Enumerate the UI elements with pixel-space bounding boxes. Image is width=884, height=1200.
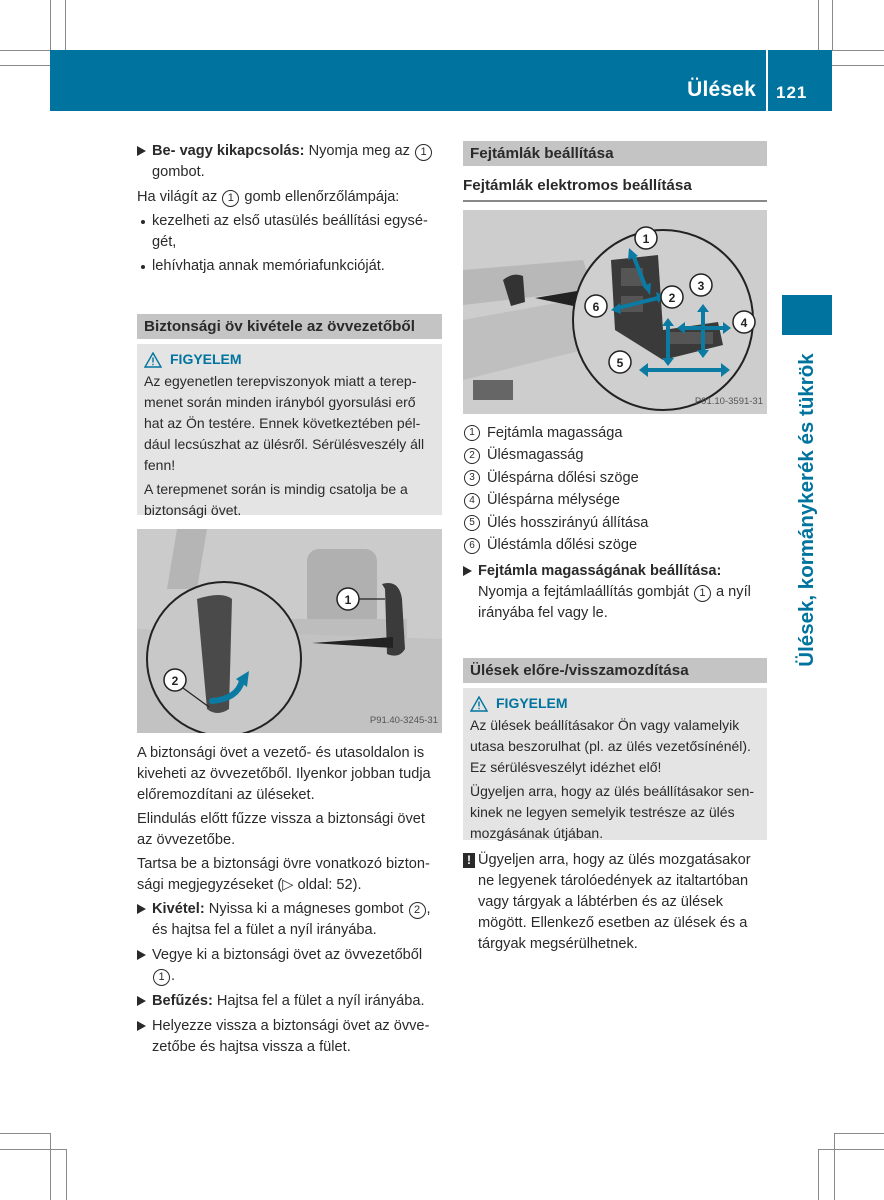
crop-mark: [0, 50, 50, 51]
instruction-step: [137, 141, 442, 183]
warning-text: Az egyenetlen terepviszonyok miatt a terepmenet során minden irányból gyorsulási erő hat az Ön testére. Ennek következtében például lecsúszhat az ülésről. Sérülésveszély áll fenn!: [144, 373, 425, 473]
callout-number: 1: [694, 585, 711, 602]
bullet-text: lehívhatja annak memóriafunkcióját.: [152, 258, 385, 274]
seat-controls-illustration: [463, 210, 767, 414]
legend-item: [463, 445, 767, 468]
step-label: Kivétel:: [152, 901, 205, 917]
paragraph-text: Ha világít az: [137, 189, 222, 205]
paragraph: [137, 187, 442, 208]
svg-text:6: 6: [592, 300, 600, 314]
callout-number: 1: [222, 190, 239, 207]
bullet-icon: [141, 220, 145, 224]
step-arrow-icon: [137, 1021, 146, 1031]
header-divider: [766, 50, 768, 111]
step-label: Be- vagy kikapcsolás:: [152, 143, 305, 159]
page-header: [50, 50, 832, 111]
svg-text:2: 2: [668, 291, 676, 305]
step-text: , és hajtsa fel a fület a nyíl irányába.: [152, 901, 431, 938]
section-heading: Biztonsági öv kivétele az övvezetőből: [137, 314, 442, 339]
svg-text:3: 3: [697, 279, 705, 293]
step-text: Nyomja meg az: [304, 143, 415, 159]
exclamation-icon: !: [463, 853, 475, 868]
crop-mark: [0, 1149, 66, 1150]
step-arrow-icon: [137, 950, 146, 960]
instruction-step: [137, 1016, 442, 1058]
callout-number: 1: [464, 425, 480, 441]
side-tab-marker: [782, 295, 832, 335]
legend-item: [463, 467, 767, 490]
warning-text: A terepmenet során is mindig csatolja be a biztonsági övet.: [144, 481, 408, 518]
warning-text: Az ülések beállításakor Ön vagy valamelyik utasa beszorulhat (pl. az ülés vezetősínénél). Ez sérülésveszélyt idézhet elő!: [470, 717, 751, 775]
step-text: Nyomja a fejtámlaállítás gombját: [478, 584, 693, 600]
instruction-step: [463, 561, 767, 624]
legend-item: [463, 490, 767, 513]
page-number: 121: [776, 83, 808, 102]
bullet-icon: [141, 265, 145, 269]
step-text: .: [171, 968, 176, 984]
instruction-step: [137, 991, 442, 1012]
warning-title-text: FIGYELEM: [170, 351, 242, 367]
svg-text:1: 1: [642, 232, 650, 246]
callout-number: 1: [415, 144, 432, 161]
step-text: Helyezze vissza a biztonsági övet az övvezetőbe és hajtsa vissza a fület.: [152, 1018, 430, 1055]
step-label: Fejtámla magasságának beállítása:: [478, 563, 722, 579]
left-column: [137, 141, 442, 1062]
crop-mark: [818, 1149, 819, 1200]
legend-item: [463, 535, 767, 558]
bullet-text: kezelheti az első utasülés beállítási egységét,: [152, 213, 428, 250]
crop-mark: [832, 0, 833, 50]
crop-mark: [0, 65, 50, 66]
crop-mark: [50, 1133, 51, 1200]
paragraph: Tartsa be a biztonsági övre vonatkozó biztonsági megjegyzéseket (▷ oldal: 52).: [137, 856, 430, 893]
legend-label: Ülésmagasság: [487, 447, 584, 464]
step-text: Vegye ki a biztonsági övet az övvezetőből: [152, 947, 423, 963]
legend-item: [463, 422, 767, 445]
warning-title: [470, 693, 760, 714]
seatbelt-guide-figure: [137, 529, 442, 733]
bullet-item: [137, 211, 442, 253]
step-arrow-icon: [137, 904, 146, 914]
warning-box: [463, 688, 767, 840]
legend-label: Ülés hosszirányú állítása: [487, 514, 649, 531]
subheading: Fejtámlák elektromos beállítása: [463, 175, 767, 202]
legend-item: [463, 512, 767, 535]
warning-text: Ügyeljen arra, hogy az ülés beállításakor senkinek ne legyen semelyik testrésze az ülés mozgásának útjában.: [470, 783, 755, 841]
figure-code: P91.10-3591-31: [694, 396, 763, 407]
step-text: a nyíl irányába fel vagy le.: [478, 584, 751, 621]
figure-code: P91.40-3245-31: [369, 715, 438, 726]
warning-triangle-icon: [144, 352, 162, 368]
svg-text:4: 4: [740, 316, 748, 330]
step-arrow-icon: [463, 566, 472, 576]
crop-mark: [818, 0, 819, 50]
callout-number: 6: [464, 538, 480, 554]
warning-title: [144, 349, 435, 370]
instruction-step: [137, 899, 442, 941]
crop-mark: [0, 1133, 50, 1134]
crop-mark: [50, 0, 51, 50]
svg-text:2: 2: [171, 674, 179, 688]
damage-note: [463, 850, 767, 955]
crop-mark: [832, 50, 884, 51]
paragraph-text: gomb ellenőrzőlámpája:: [240, 189, 400, 205]
legend-label: Üléspárna mélysége: [487, 492, 621, 509]
section-heading: Ülések előre-/visszamozdítása: [463, 658, 767, 683]
svg-text:5: 5: [616, 356, 624, 370]
seatbelt-illustration: [137, 529, 442, 733]
callout-number: 2: [409, 902, 426, 919]
instruction-step: [137, 945, 442, 987]
crop-mark: [834, 1133, 835, 1200]
warning-triangle-icon: [470, 696, 488, 712]
crop-mark: [818, 1149, 884, 1150]
warning-title-text: FIGYELEM: [496, 695, 568, 711]
crop-mark: [832, 65, 884, 66]
step-text: Nyissa ki a mágneses gombot: [204, 901, 408, 917]
legend-label: Fejtámla magassága: [487, 424, 623, 441]
paragraph: A biztonsági övet a vezető- és utasoldalon is kiveheti az övvezetőből. Ilyenkor jobban tudja előremozdítani az üléseket.: [137, 745, 431, 803]
crop-mark: [834, 1133, 884, 1134]
step-arrow-icon: [137, 146, 146, 156]
legend-label: Üléspárna dőlési szöge: [487, 469, 639, 486]
callout-number: 4: [464, 493, 480, 509]
step-text: Hajtsa fel a fület a nyíl irányába.: [212, 993, 425, 1009]
right-column: [463, 141, 767, 955]
step-arrow-icon: [137, 996, 146, 1006]
crop-mark: [65, 0, 66, 50]
legend-label: Üléstámla dőlési szöge: [487, 537, 638, 554]
side-tab-label: Ülések, kormánykerék és tükrök: [795, 353, 818, 667]
callout-number: 5: [464, 515, 480, 531]
svg-text:1: 1: [344, 593, 352, 607]
step-text: gombot.: [152, 164, 205, 180]
callout-number: 1: [153, 969, 170, 986]
chapter-title: Ülések: [687, 78, 756, 101]
paragraph: Elindulás előtt fűzze vissza a biztonsági övet az övvezetőbe.: [137, 811, 425, 848]
callout-number: 2: [464, 448, 480, 464]
section-heading: Fejtámlák beállítása: [463, 141, 767, 166]
seat-controls-figure: [463, 210, 767, 414]
bullet-item: [137, 256, 442, 277]
warning-box: [137, 344, 442, 518]
crop-mark: [66, 1149, 67, 1200]
callout-number: 3: [464, 470, 480, 486]
note-text: Ügyeljen arra, hogy az ülés mozgatásakor ne legyenek tárolóedények az italtartóban vagy tárgyak a lábtérben és az ülések mögött. Ellenkező esetben az ülések és a tárgyak megsérülhetnek.: [478, 852, 751, 952]
step-label: Befűzés:: [152, 993, 213, 1009]
